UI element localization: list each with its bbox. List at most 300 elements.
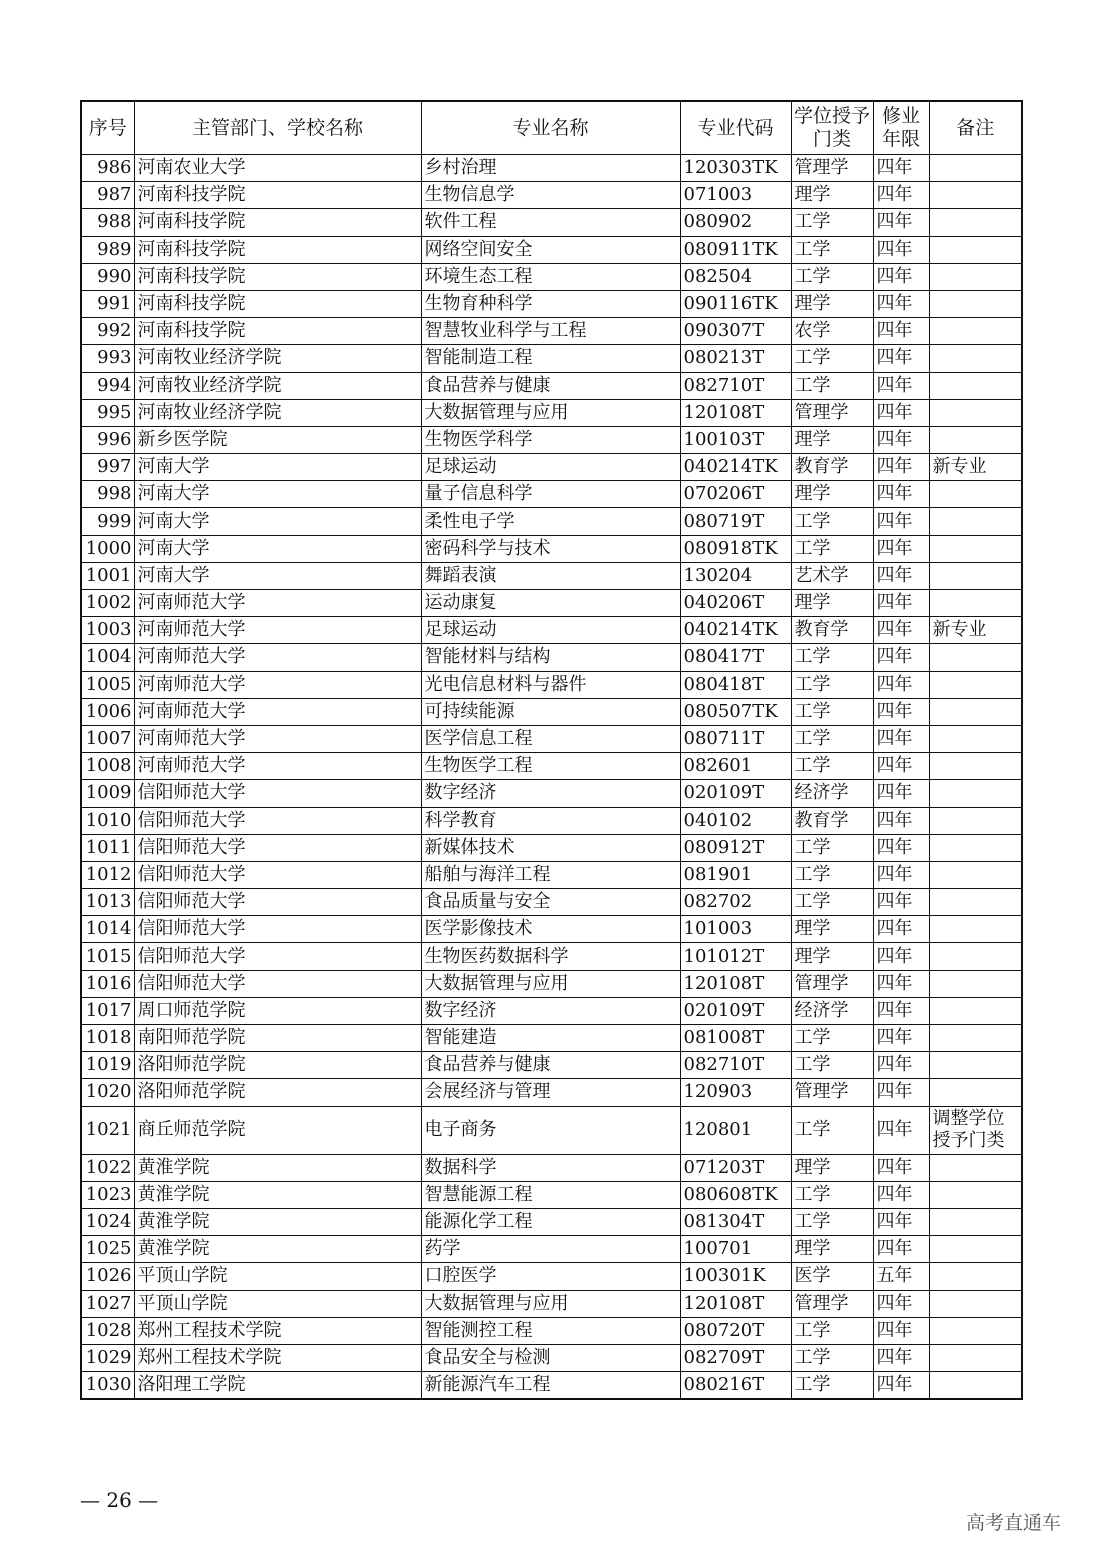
major-name: 大数据管理与应用 <box>421 399 680 426</box>
major-name: 数字经济 <box>421 997 680 1024</box>
remark <box>929 209 1022 236</box>
degree-category: 理学 <box>791 426 873 453</box>
major-name: 医学影像技术 <box>421 916 680 943</box>
school-name: 河南科技学院 <box>134 318 421 345</box>
degree-category: 工学 <box>791 1181 873 1208</box>
study-years: 四年 <box>873 372 929 399</box>
row-index: 1025 <box>81 1236 134 1263</box>
remark <box>929 481 1022 508</box>
major-code: 130204 <box>680 562 791 589</box>
major-name: 柔性电子学 <box>421 508 680 535</box>
major-code: 040206T <box>680 590 791 617</box>
study-years: 四年 <box>873 182 929 209</box>
school-name: 河南师范大学 <box>134 590 421 617</box>
row-index: 1000 <box>81 535 134 562</box>
major-code: 080918TK <box>680 535 791 562</box>
header-degree: 学位授予门类 <box>791 101 873 155</box>
row-index: 1008 <box>81 753 134 780</box>
major-name: 生物医药数据科学 <box>421 943 680 970</box>
study-years: 四年 <box>873 889 929 916</box>
major-name: 密码科学与技术 <box>421 535 680 562</box>
major-code: 081008T <box>680 1025 791 1052</box>
table-row <box>81 1181 1022 1208</box>
major-code: 020109T <box>680 997 791 1024</box>
major-name: 食品营养与健康 <box>421 1052 680 1079</box>
study-years: 四年 <box>873 970 929 997</box>
school-name: 信阳师范大学 <box>134 834 421 861</box>
major-name: 食品营养与健康 <box>421 372 680 399</box>
school-name: 黄淮学院 <box>134 1154 421 1181</box>
row-index: 1022 <box>81 1154 134 1181</box>
major-code: 081901 <box>680 861 791 888</box>
degree-category: 教育学 <box>791 807 873 834</box>
remark <box>929 372 1022 399</box>
majors-table <box>80 100 1023 1400</box>
remark <box>929 399 1022 426</box>
degree-category: 理学 <box>791 590 873 617</box>
degree-category: 医学 <box>791 1263 873 1290</box>
row-index: 987 <box>81 182 134 209</box>
row-index: 1001 <box>81 562 134 589</box>
major-code: 120903 <box>680 1079 791 1106</box>
study-years: 四年 <box>873 236 929 263</box>
study-years: 四年 <box>873 1290 929 1317</box>
major-name: 大数据管理与应用 <box>421 1290 680 1317</box>
remark <box>929 290 1022 317</box>
major-code: 080216T <box>680 1372 791 1400</box>
remark <box>929 997 1022 1024</box>
table-row <box>81 671 1022 698</box>
degree-category: 教育学 <box>791 617 873 644</box>
row-index: 1006 <box>81 698 134 725</box>
school-name: 信阳师范大学 <box>134 970 421 997</box>
table-row <box>81 644 1022 671</box>
study-years: 四年 <box>873 1181 929 1208</box>
row-index: 993 <box>81 345 134 372</box>
page-number: — 26 — <box>80 1488 159 1512</box>
row-index: 986 <box>81 155 134 182</box>
major-name: 量子信息科学 <box>421 481 680 508</box>
study-years: 四年 <box>873 617 929 644</box>
degree-category: 工学 <box>791 372 873 399</box>
school-name: 新乡医学院 <box>134 426 421 453</box>
study-years: 四年 <box>873 698 929 725</box>
major-name: 新媒体技术 <box>421 834 680 861</box>
remark <box>929 426 1022 453</box>
degree-category: 工学 <box>791 263 873 290</box>
major-name: 生物医学科学 <box>421 426 680 453</box>
row-index: 994 <box>81 372 134 399</box>
major-code: 080417T <box>680 644 791 671</box>
school-name: 信阳师范大学 <box>134 943 421 970</box>
major-code: 120801 <box>680 1106 791 1154</box>
school-name: 河南师范大学 <box>134 698 421 725</box>
table-row <box>81 290 1022 317</box>
table-row <box>81 861 1022 888</box>
degree-category: 工学 <box>791 345 873 372</box>
row-index: 1028 <box>81 1317 134 1344</box>
table-row <box>81 590 1022 617</box>
row-index: 1015 <box>81 943 134 970</box>
degree-category: 工学 <box>791 508 873 535</box>
row-index: 997 <box>81 454 134 481</box>
degree-category: 管理学 <box>791 399 873 426</box>
table-row <box>81 807 1022 834</box>
remark: 调整学位授予门类 <box>929 1106 1022 1154</box>
school-name: 河南大学 <box>134 454 421 481</box>
remark <box>929 318 1022 345</box>
remark <box>929 155 1022 182</box>
major-code: 080711T <box>680 725 791 752</box>
major-name: 足球运动 <box>421 617 680 644</box>
row-index: 1027 <box>81 1290 134 1317</box>
school-name: 河南大学 <box>134 508 421 535</box>
table-row <box>81 454 1022 481</box>
major-name: 运动康复 <box>421 590 680 617</box>
study-years: 四年 <box>873 454 929 481</box>
major-name: 船舶与海洋工程 <box>421 861 680 888</box>
major-name: 光电信息材料与器件 <box>421 671 680 698</box>
row-index: 1029 <box>81 1344 134 1371</box>
major-name: 舞蹈表演 <box>421 562 680 589</box>
school-name: 河南牧业经济学院 <box>134 372 421 399</box>
table-row <box>81 263 1022 290</box>
degree-category: 工学 <box>791 1344 873 1371</box>
study-years: 四年 <box>873 345 929 372</box>
major-name: 生物育种科学 <box>421 290 680 317</box>
row-index: 1018 <box>81 1025 134 1052</box>
row-index: 1004 <box>81 644 134 671</box>
degree-category: 理学 <box>791 943 873 970</box>
school-name: 黄淮学院 <box>134 1236 421 1263</box>
major-name: 新能源汽车工程 <box>421 1372 680 1400</box>
major-name: 电子商务 <box>421 1106 680 1154</box>
school-name: 河南牧业经济学院 <box>134 345 421 372</box>
major-code: 080507TK <box>680 698 791 725</box>
table-header-row <box>81 101 1022 155</box>
degree-category: 工学 <box>791 1208 873 1235</box>
school-name: 洛阳理工学院 <box>134 1372 421 1400</box>
major-name: 智慧能源工程 <box>421 1181 680 1208</box>
major-code: 082710T <box>680 1052 791 1079</box>
remark <box>929 1052 1022 1079</box>
study-years: 四年 <box>873 1154 929 1181</box>
school-name: 河南师范大学 <box>134 617 421 644</box>
row-index: 989 <box>81 236 134 263</box>
study-years: 四年 <box>873 861 929 888</box>
study-years: 四年 <box>873 1025 929 1052</box>
remark <box>929 698 1022 725</box>
remark <box>929 1181 1022 1208</box>
degree-category: 工学 <box>791 671 873 698</box>
remark <box>929 970 1022 997</box>
major-code: 080911TK <box>680 236 791 263</box>
table-row <box>81 780 1022 807</box>
degree-category: 管理学 <box>791 1290 873 1317</box>
major-name: 科学教育 <box>421 807 680 834</box>
table-row <box>81 1372 1022 1400</box>
school-name: 平顶山学院 <box>134 1263 421 1290</box>
study-years: 四年 <box>873 535 929 562</box>
major-code: 040102 <box>680 807 791 834</box>
remark <box>929 1208 1022 1235</box>
remark <box>929 780 1022 807</box>
major-name: 能源化学工程 <box>421 1208 680 1235</box>
major-code: 020109T <box>680 780 791 807</box>
table-row <box>81 426 1022 453</box>
major-name: 食品质量与安全 <box>421 889 680 916</box>
school-name: 洛阳师范学院 <box>134 1052 421 1079</box>
table-row <box>81 997 1022 1024</box>
school-name: 黄淮学院 <box>134 1181 421 1208</box>
remark: 新专业 <box>929 454 1022 481</box>
major-code: 080902 <box>680 209 791 236</box>
table-row <box>81 916 1022 943</box>
table-row <box>81 562 1022 589</box>
degree-category: 工学 <box>791 209 873 236</box>
row-index: 1003 <box>81 617 134 644</box>
major-name: 智能建造 <box>421 1025 680 1052</box>
table-row <box>81 1344 1022 1371</box>
remark <box>929 807 1022 834</box>
degree-category: 工学 <box>791 753 873 780</box>
school-name: 信阳师范大学 <box>134 807 421 834</box>
row-index: 1023 <box>81 1181 134 1208</box>
remark <box>929 725 1022 752</box>
major-code: 080608TK <box>680 1181 791 1208</box>
header-index: 序号 <box>81 101 134 155</box>
degree-category: 艺术学 <box>791 562 873 589</box>
remark <box>929 861 1022 888</box>
row-index: 995 <box>81 399 134 426</box>
major-code: 100103T <box>680 426 791 453</box>
row-index: 988 <box>81 209 134 236</box>
table-row <box>81 725 1022 752</box>
study-years: 四年 <box>873 263 929 290</box>
school-name: 商丘师范学院 <box>134 1106 421 1154</box>
table-row <box>81 182 1022 209</box>
table-row <box>81 1106 1022 1154</box>
major-code: 082709T <box>680 1344 791 1371</box>
school-name: 南阳师范学院 <box>134 1025 421 1052</box>
major-code: 080912T <box>680 834 791 861</box>
study-years: 四年 <box>873 671 929 698</box>
major-code: 080719T <box>680 508 791 535</box>
row-index: 1011 <box>81 834 134 861</box>
school-name: 河南大学 <box>134 481 421 508</box>
study-years: 四年 <box>873 562 929 589</box>
degree-category: 工学 <box>791 861 873 888</box>
major-name: 可持续能源 <box>421 698 680 725</box>
degree-category: 管理学 <box>791 970 873 997</box>
degree-category: 工学 <box>791 698 873 725</box>
remark <box>929 562 1022 589</box>
remark <box>929 671 1022 698</box>
row-index: 1014 <box>81 916 134 943</box>
degree-category: 管理学 <box>791 155 873 182</box>
remark <box>929 1025 1022 1052</box>
study-years: 四年 <box>873 943 929 970</box>
table-row <box>81 535 1022 562</box>
school-name: 信阳师范大学 <box>134 916 421 943</box>
degree-category: 工学 <box>791 535 873 562</box>
major-code: 120303TK <box>680 155 791 182</box>
remark <box>929 834 1022 861</box>
remark <box>929 345 1022 372</box>
major-code: 082504 <box>680 263 791 290</box>
remark: 新专业 <box>929 617 1022 644</box>
school-name: 信阳师范大学 <box>134 861 421 888</box>
school-name: 平顶山学院 <box>134 1290 421 1317</box>
major-name: 智慧牧业科学与工程 <box>421 318 680 345</box>
major-code: 080418T <box>680 671 791 698</box>
table-row <box>81 1079 1022 1106</box>
school-name: 河南科技学院 <box>134 182 421 209</box>
major-name: 智能测控工程 <box>421 1317 680 1344</box>
study-years: 四年 <box>873 834 929 861</box>
degree-category: 工学 <box>791 1106 873 1154</box>
remark <box>929 1263 1022 1290</box>
major-name: 环境生态工程 <box>421 263 680 290</box>
degree-category: 理学 <box>791 1236 873 1263</box>
watermark: 高考直通车 <box>966 1512 1062 1534</box>
remark <box>929 916 1022 943</box>
table-row <box>81 236 1022 263</box>
table-row <box>81 970 1022 997</box>
major-name: 软件工程 <box>421 209 680 236</box>
school-name: 河南大学 <box>134 535 421 562</box>
remark <box>929 1154 1022 1181</box>
school-name: 河南师范大学 <box>134 671 421 698</box>
degree-category: 工学 <box>791 1052 873 1079</box>
major-name: 大数据管理与应用 <box>421 970 680 997</box>
school-name: 郑州工程技术学院 <box>134 1344 421 1371</box>
school-name: 洛阳师范学院 <box>134 1079 421 1106</box>
row-index: 1002 <box>81 590 134 617</box>
major-name: 会展经济与管理 <box>421 1079 680 1106</box>
major-name: 生物信息学 <box>421 182 680 209</box>
remark <box>929 1372 1022 1400</box>
remark <box>929 508 1022 535</box>
table-row <box>81 209 1022 236</box>
major-code: 040214TK <box>680 454 791 481</box>
major-name: 食品安全与检测 <box>421 1344 680 1371</box>
table-row <box>81 889 1022 916</box>
table-row <box>81 508 1022 535</box>
row-index: 1009 <box>81 780 134 807</box>
header-major: 专业名称 <box>421 101 680 155</box>
row-index: 1020 <box>81 1079 134 1106</box>
remark <box>929 535 1022 562</box>
degree-category: 农学 <box>791 318 873 345</box>
row-index: 1021 <box>81 1106 134 1154</box>
study-years: 四年 <box>873 1052 929 1079</box>
degree-category: 工学 <box>791 1372 873 1400</box>
table-row <box>81 1025 1022 1052</box>
degree-category: 经济学 <box>791 997 873 1024</box>
table-row <box>81 155 1022 182</box>
study-years: 四年 <box>873 481 929 508</box>
major-code: 071203T <box>680 1154 791 1181</box>
school-name: 河南科技学院 <box>134 209 421 236</box>
major-code: 082601 <box>680 753 791 780</box>
degree-category: 工学 <box>791 1025 873 1052</box>
remark <box>929 590 1022 617</box>
study-years: 四年 <box>873 1079 929 1106</box>
study-years: 四年 <box>873 644 929 671</box>
study-years: 四年 <box>873 725 929 752</box>
study-years: 四年 <box>873 1236 929 1263</box>
major-code: 101012T <box>680 943 791 970</box>
row-index: 1010 <box>81 807 134 834</box>
study-years: 四年 <box>873 290 929 317</box>
study-years: 四年 <box>873 916 929 943</box>
degree-category: 教育学 <box>791 454 873 481</box>
table-row <box>81 617 1022 644</box>
row-index: 1017 <box>81 997 134 1024</box>
row-index: 1013 <box>81 889 134 916</box>
school-name: 河南师范大学 <box>134 644 421 671</box>
school-name: 河南牧业经济学院 <box>134 399 421 426</box>
row-index: 1012 <box>81 861 134 888</box>
major-code: 071003 <box>680 182 791 209</box>
major-name: 数字经济 <box>421 780 680 807</box>
table-row <box>81 1052 1022 1079</box>
study-years: 四年 <box>873 209 929 236</box>
row-index: 1030 <box>81 1372 134 1400</box>
table-row <box>81 1263 1022 1290</box>
row-index: 1016 <box>81 970 134 997</box>
row-index: 1026 <box>81 1263 134 1290</box>
degree-category: 工学 <box>791 834 873 861</box>
row-index: 1005 <box>81 671 134 698</box>
table-row <box>81 943 1022 970</box>
table-row <box>81 698 1022 725</box>
study-years: 四年 <box>873 997 929 1024</box>
major-code: 040214TK <box>680 617 791 644</box>
school-name: 周口师范学院 <box>134 997 421 1024</box>
remark <box>929 753 1022 780</box>
study-years: 四年 <box>873 1317 929 1344</box>
study-years: 四年 <box>873 426 929 453</box>
school-name: 信阳师范大学 <box>134 780 421 807</box>
degree-category: 工学 <box>791 725 873 752</box>
table-row <box>81 345 1022 372</box>
study-years: 四年 <box>873 1344 929 1371</box>
major-name: 药学 <box>421 1236 680 1263</box>
remark <box>929 1236 1022 1263</box>
school-name: 河南师范大学 <box>134 725 421 752</box>
major-code: 090116TK <box>680 290 791 317</box>
row-index: 1007 <box>81 725 134 752</box>
row-index: 991 <box>81 290 134 317</box>
major-name: 数据科学 <box>421 1154 680 1181</box>
degree-category: 工学 <box>791 644 873 671</box>
row-index: 999 <box>81 508 134 535</box>
major-code: 120108T <box>680 399 791 426</box>
school-name: 信阳师范大学 <box>134 889 421 916</box>
study-years: 四年 <box>873 1106 929 1154</box>
header-remark: 备注 <box>929 101 1022 155</box>
major-name: 乡村治理 <box>421 155 680 182</box>
degree-category: 理学 <box>791 481 873 508</box>
remark <box>929 889 1022 916</box>
major-name: 医学信息工程 <box>421 725 680 752</box>
major-name: 智能材料与结构 <box>421 644 680 671</box>
remark <box>929 943 1022 970</box>
major-code: 070206T <box>680 481 791 508</box>
remark <box>929 1317 1022 1344</box>
